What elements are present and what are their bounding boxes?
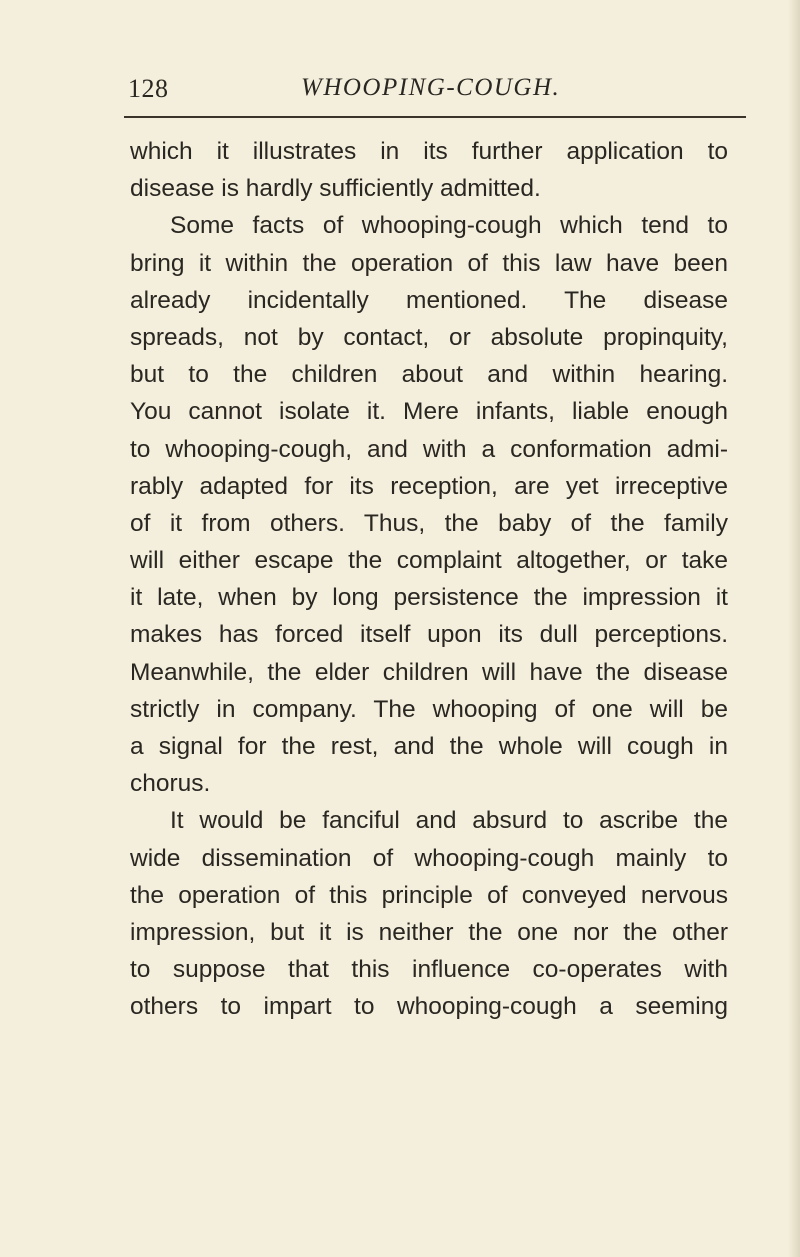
text-line: chorus. <box>130 770 211 798</box>
text-line: rably adapted for its reception, are yet irreceptive <box>130 472 728 500</box>
text-line: a signal for the rest, and the whole will cough in <box>130 733 728 760</box>
running-title: WHOOPING-COUGH. <box>301 74 561 101</box>
text-line: but to the children about and within hearing. <box>130 361 728 389</box>
text-line: already incidentally mentioned. The disease <box>130 286 728 314</box>
text-line: disease is hardly sufficiently admitted. <box>130 175 541 203</box>
header-rule <box>124 116 746 118</box>
text-line: the operation of this principle of conveyed nervous <box>130 881 728 909</box>
text-line: to whooping-cough, and with a conformation admi- <box>130 435 728 463</box>
text-line: of it from others. Thus, the baby of the family <box>130 509 728 537</box>
text-line: will either escape the complaint altogether, or take <box>130 547 728 575</box>
text-line: to suppose that this influence co-operates with <box>130 956 728 984</box>
page-edge-shadow <box>788 0 800 1257</box>
text-line: spreads, not by contact, or absolute propinquity, <box>130 323 728 351</box>
text-line: others to impart to whooping-cough a seeming <box>130 993 728 1021</box>
text-line: which it illustrates in its further application to <box>130 138 728 165</box>
text-line: strictly in company. The whooping of one will be <box>130 695 728 723</box>
text-line: makes has forced itself upon its dull perceptions. <box>130 621 728 649</box>
page-number: 128 <box>128 74 169 103</box>
text-line: impression, but it is neither the one nor the other <box>130 918 728 946</box>
text-line: You cannot isolate it. Mere infants, liable enough <box>130 398 728 426</box>
text-line: It would be fanciful and absurd to ascribe the <box>170 807 728 835</box>
text-line: Some facts of whooping-cough which tend to <box>170 212 728 240</box>
text-line: Meanwhile, the elder children will have the disease <box>130 658 728 686</box>
text-line: wide dissemination of whooping-cough mainly to <box>130 844 728 872</box>
running-head <box>128 74 744 114</box>
text-line: it late, when by long persistence the impression it <box>130 584 728 612</box>
text-line: bring it within the operation of this law have been <box>130 249 728 277</box>
body-text <box>130 133 728 1026</box>
